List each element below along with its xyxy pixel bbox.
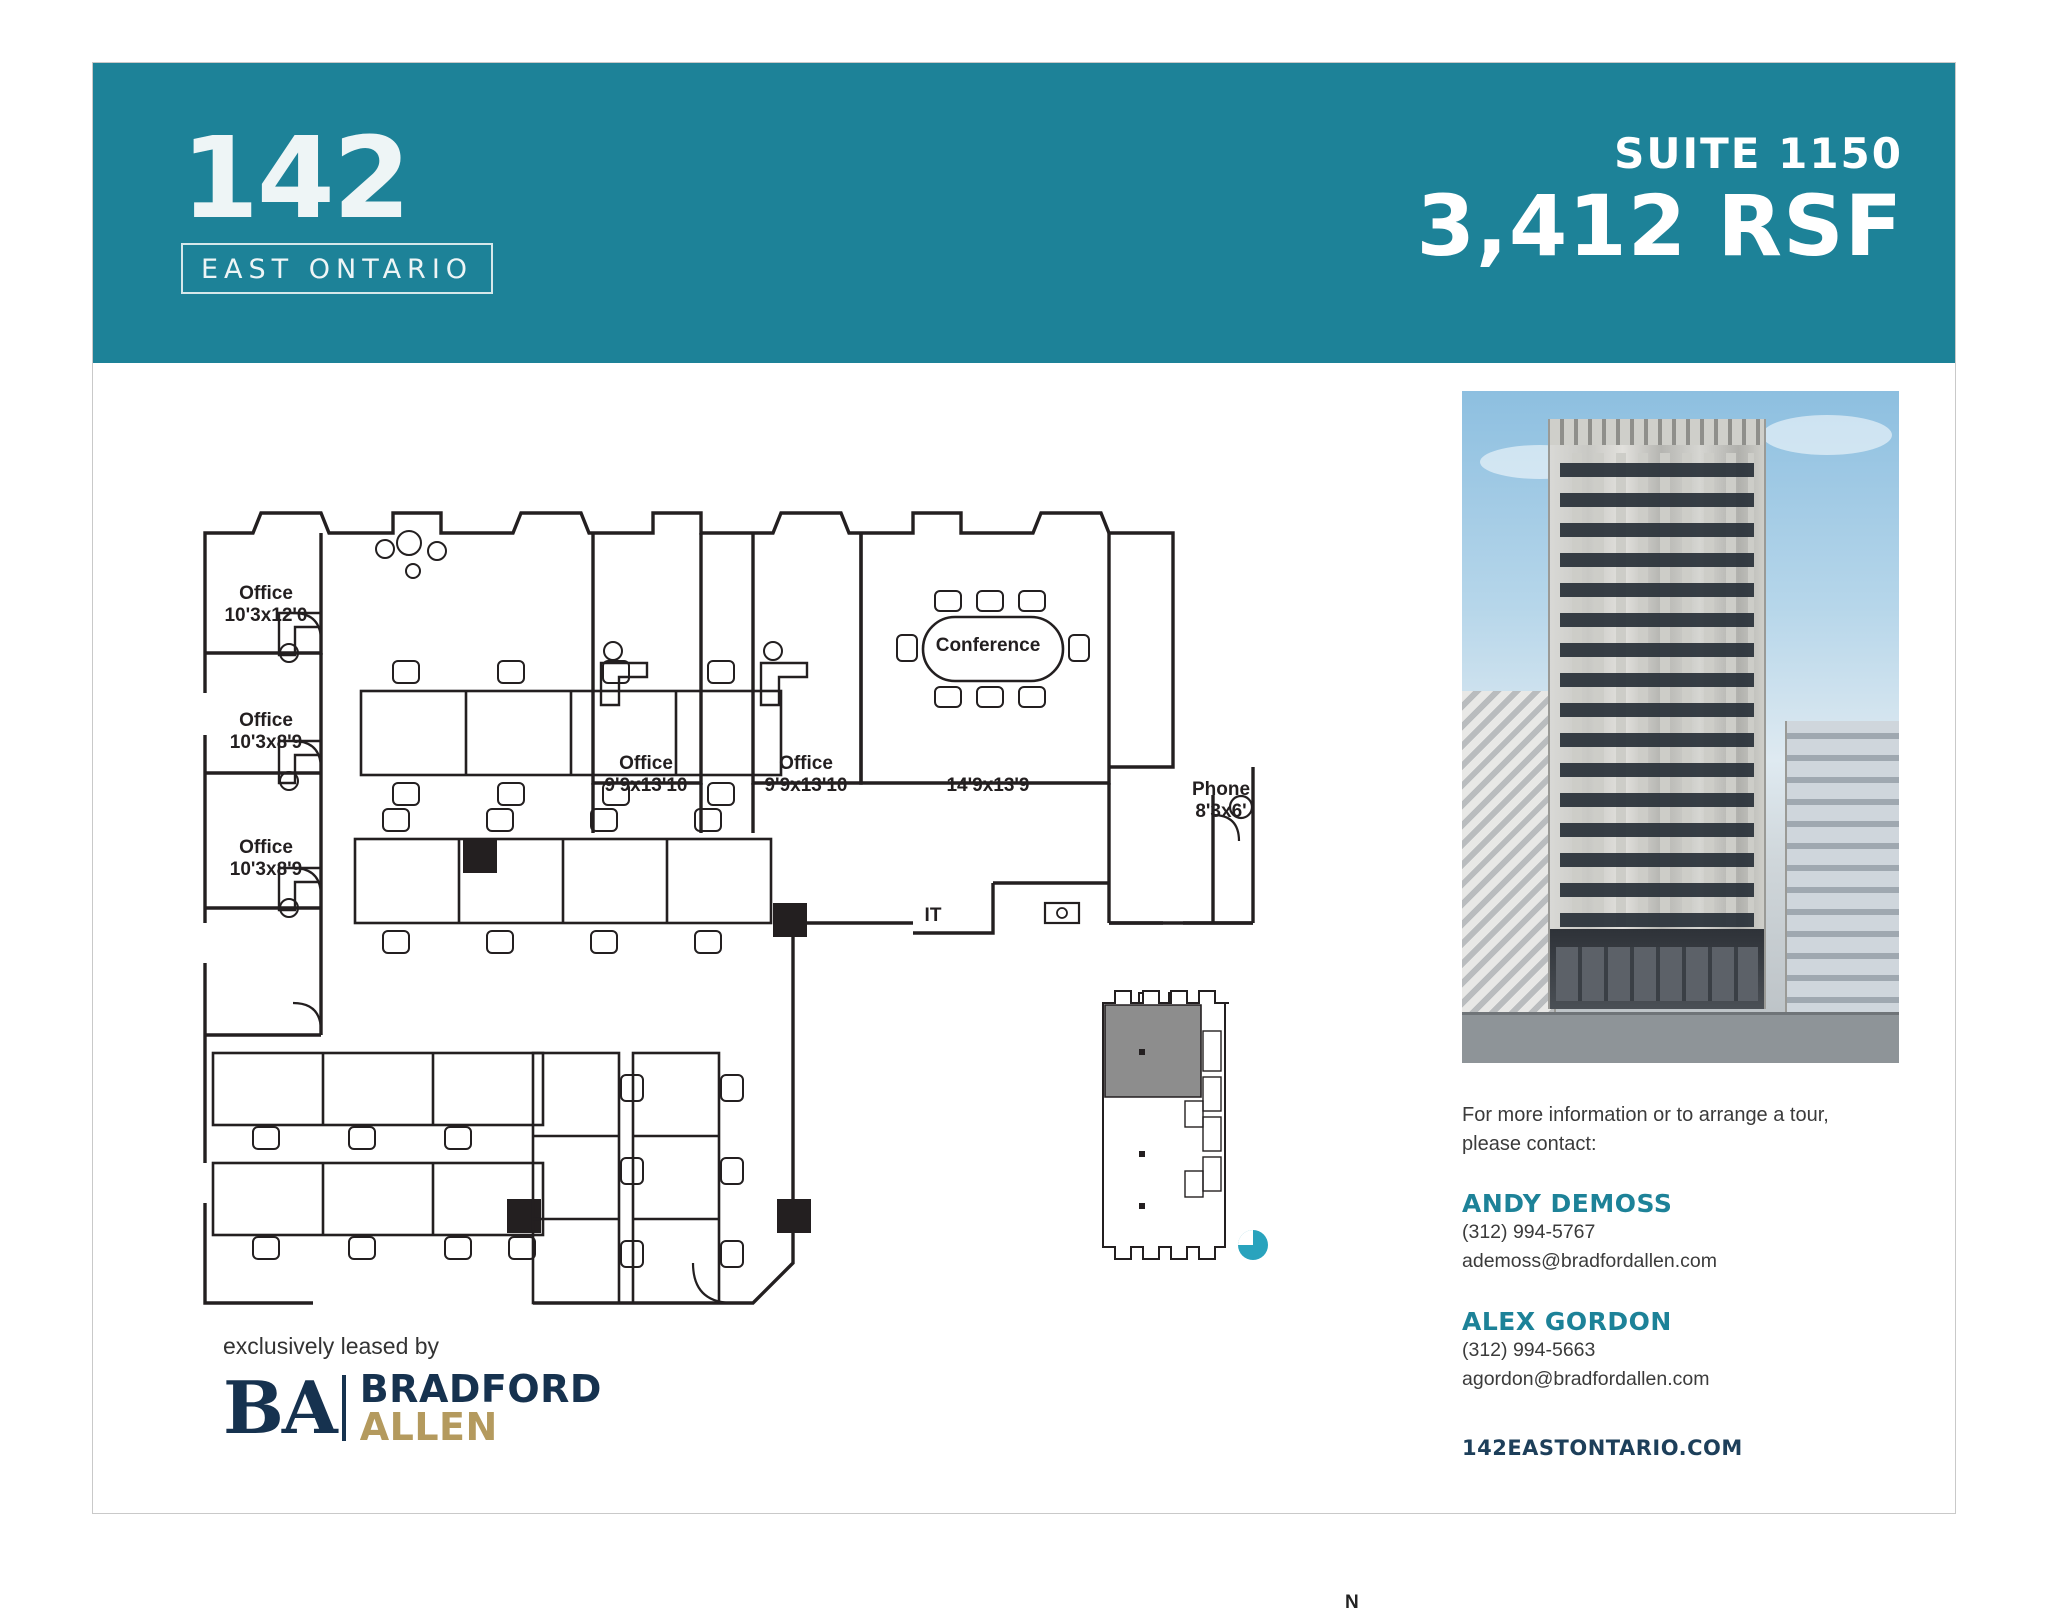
tower-windows bbox=[1560, 453, 1754, 927]
contact-1-email[interactable]: ademoss@bradfordallen.com bbox=[1462, 1250, 1718, 1273]
room-label-office-3-name: Office bbox=[239, 837, 293, 858]
room-label-office-3-dims: 10'3x8'9 bbox=[229, 859, 303, 880]
north-label: N bbox=[1345, 1592, 1359, 1613]
contact-card-1 bbox=[1462, 1189, 1883, 1277]
contact-intro-line1: For more information or to arrange a tour, bbox=[1462, 1104, 1829, 1126]
contact-2-name: ALEX GORDON bbox=[1462, 1306, 1672, 1336]
suite-summary bbox=[1416, 129, 1903, 275]
contact-intro bbox=[1462, 1101, 1883, 1159]
broker-name-line1: BRADFORD bbox=[359, 1366, 602, 1411]
key-plan bbox=[1103, 991, 1268, 1260]
contact-2-email[interactable]: agordon@bradfordallen.com bbox=[1462, 1367, 1710, 1390]
contact-1-name: ANDY DEMOSS bbox=[1462, 1189, 1673, 1218]
logo-number: 142 bbox=[181, 114, 409, 244]
broker-name bbox=[359, 1366, 602, 1450]
suite-area: 3,412 RSF bbox=[1416, 177, 1903, 275]
contact-card-2 bbox=[1462, 1307, 1883, 1395]
room-label-conference-name: Conference bbox=[935, 635, 1041, 656]
room-label-conference-dims: 14'9x13'9 bbox=[946, 775, 1030, 796]
contact-intro-line2: please contact: bbox=[1462, 1133, 1597, 1155]
leased-by-text: exclusively leased by bbox=[223, 1332, 440, 1359]
suite-label: SUITE 1150 bbox=[1614, 129, 1903, 178]
leased-by-block bbox=[223, 1332, 653, 1451]
website-link[interactable]: 142EASTONTARIO.COM bbox=[1462, 1436, 1743, 1460]
logo-divider bbox=[342, 1375, 346, 1441]
marketing-flyer-page bbox=[92, 62, 1956, 1613]
contact-2-phone[interactable]: (312) 994-5663 bbox=[1462, 1338, 1596, 1361]
room-label-office-2-dims: 10'3x8'9 bbox=[229, 732, 303, 753]
room-label-office-2-name: Office bbox=[239, 710, 293, 731]
adjacent-building-left bbox=[1462, 691, 1556, 1063]
storefront bbox=[1556, 947, 1758, 1001]
tower-base bbox=[1550, 929, 1764, 1009]
room-label-office-5-name: Office bbox=[779, 753, 833, 774]
floorplan-area bbox=[93, 363, 1412, 1613]
room-label-phone-name: Phone bbox=[1191, 779, 1251, 800]
cloud-icon bbox=[1762, 415, 1892, 455]
broker-name-line2: ALLEN bbox=[359, 1405, 498, 1450]
room-label-office-1-name: Office bbox=[239, 583, 293, 604]
room-label-phone-dims: 8'3x6' bbox=[1195, 801, 1247, 822]
building-logo bbox=[181, 114, 511, 294]
street bbox=[1462, 1012, 1899, 1063]
room-label-office-4-dims: 9'9x13'10 bbox=[604, 775, 688, 796]
room-label-office-5-dims: 9'9x13'10 bbox=[764, 775, 848, 796]
room-label-office-4-name: Office bbox=[619, 753, 673, 774]
header-band bbox=[93, 63, 1955, 363]
contact-1-phone[interactable]: (312) 994-5767 bbox=[1462, 1221, 1596, 1243]
info-sidebar bbox=[1410, 363, 1955, 1513]
ba-monogram: BA bbox=[223, 1365, 336, 1451]
bradford-allen-logo bbox=[223, 1365, 653, 1451]
building-photo bbox=[1462, 391, 1899, 1063]
subject-building-tower bbox=[1548, 419, 1766, 1009]
logo-subtitle: EAST ONTARIO bbox=[181, 243, 493, 294]
room-label-office-1-dims: 10'3x12'0 bbox=[224, 605, 308, 626]
room-label-it: IT bbox=[924, 905, 942, 926]
